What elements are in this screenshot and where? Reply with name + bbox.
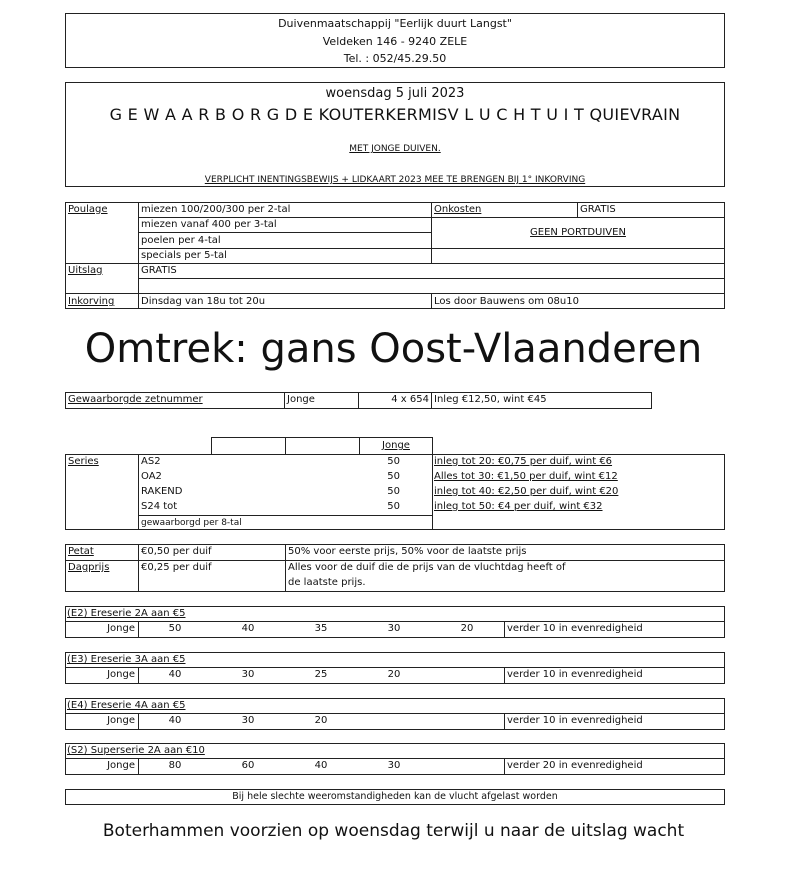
superserie-s2 [65, 743, 725, 775]
club-phone: Tel. : 052/45.29.50 [343, 52, 447, 65]
ereserie-rest: verder 10 in evenredigheid [507, 715, 643, 726]
ereserie-prize: 60 [241, 760, 255, 771]
poulage-label: Poulage [68, 204, 108, 215]
ereserie-category: Jonge [107, 715, 135, 726]
club-address: Veldeken 146 - 9240 ZELE [322, 35, 468, 48]
ereserie-prize: 40 [314, 760, 328, 771]
onkosten-value: GRATIS [580, 204, 616, 215]
ereserie-prize: 25 [314, 669, 328, 680]
dagprijs-label: Dagprijs [68, 562, 110, 573]
dagprijs-desc: de laatste prijs. [288, 577, 366, 588]
series-inleg: inleg tot 20: €0,75 per duif, wint €6 [434, 456, 613, 467]
poulage-item: poelen per 4-tal [141, 235, 221, 246]
inkorving-label: Inkorving [68, 296, 115, 307]
race-announcement-box [65, 82, 725, 187]
series-inleg: inleg tot 40: €2,50 per duif, wint €20 [434, 486, 619, 497]
series-name: AS2 [141, 456, 161, 467]
geen-portduiven: GEEN PORTDUIVEN [530, 227, 626, 238]
ereserie-e4 [65, 698, 725, 730]
ereserie-prize: 30 [241, 669, 255, 680]
petat-desc: 50% voor eerste prijs, 50% voor de laatste prijs [288, 546, 527, 557]
los-value: Los door Bauwens om 08u10 [434, 296, 579, 307]
ereserie-prize: 40 [241, 623, 255, 634]
omtrek-heading: Omtrek: gans Oost-Vlaanderen [84, 326, 703, 372]
ereserie-title: (S2) Superserie 2A aan €10 [67, 745, 205, 756]
ereserie-rest: verder 10 in evenredigheid [507, 669, 643, 680]
ereserie-prize: 30 [387, 623, 401, 634]
ereserie-prize: 40 [168, 715, 182, 726]
ereserie-category: Jonge [107, 669, 135, 680]
ereserie-e3 [65, 652, 725, 684]
poulage-item: miezen vanaf 400 per 3-tal [141, 219, 277, 230]
ereserie-prize: 30 [241, 715, 255, 726]
ereserie-title: (E3) Ereserie 3A aan €5 [67, 654, 186, 665]
series-inleg: inleg tot 50: €4 per duif, wint €32 [434, 501, 603, 512]
poulage-item: specials per 5-tal [141, 250, 227, 261]
zetnummer-category: Jonge [287, 394, 315, 405]
series-name: RAKEND [141, 486, 183, 497]
petat-dagprijs-table [65, 544, 725, 592]
race-notice: VERPLICHT INENTINGSBEWIJS + LIDKAART 2023 MEE TE BRENGEN BIJ 1° INKORVING [204, 175, 586, 185]
petat-label: Petat [68, 546, 94, 557]
ereserie-prize: 50 [168, 623, 182, 634]
weather-note-box [65, 789, 725, 805]
info-table [65, 202, 725, 309]
ereserie-prize: 80 [168, 760, 182, 771]
club-name: Duivenmaatschappij "Eerlijk duurt Langst" [278, 17, 512, 30]
ereserie-rest: verder 10 in evenredigheid [507, 623, 643, 634]
zetnummer-count: 4 x 654 [391, 394, 429, 405]
zetnummer-label: Gewaarborgde zetnummer [68, 394, 203, 405]
series-note: gewaarborgd per 8-tal [141, 518, 242, 528]
ereserie-category: Jonge [107, 623, 135, 634]
series-col-header: Jonge [382, 440, 410, 451]
race-subtitle: MET JONGE DUIVEN. [349, 144, 441, 154]
zetnummer-inleg: Inleg €12,50, wint €45 [434, 394, 547, 405]
footer-note: Boterhammen voorzien op woensdag terwijl u naar de uitslag wacht [102, 821, 685, 841]
ereserie-prize: 20 [460, 623, 474, 634]
ereserie-rest: verder 20 in evenredigheid [507, 760, 643, 771]
inkorving-value: Dinsdag van 18u tot 20u [141, 296, 266, 307]
race-title: G E W A A R B O R G D E KOUTERKERMISV L U C H T U I T QUIEVRAIN [109, 105, 681, 124]
series-name: S24 tot [141, 501, 178, 512]
petat-price: €0,50 per duif [141, 546, 212, 557]
series-label: Series [68, 456, 99, 467]
series-value: 50 [387, 501, 400, 512]
dagprijs-price: €0,25 per duif [141, 562, 212, 573]
ereserie-prize: 35 [314, 623, 328, 634]
weather-note: Bij hele slechte weeromstandigheden kan de vlucht afgelast worden [232, 791, 558, 802]
onkosten-label: Onkosten [434, 204, 482, 215]
series-value: 50 [387, 471, 400, 482]
series-inleg: Alles tot 30: €1,50 per duif, wint €12 [434, 471, 618, 482]
dagprijs-desc: Alles voor de duif die de prijs van de vluchtdag heeft of [288, 562, 566, 573]
race-date: woensdag 5 juli 2023 [325, 86, 465, 101]
series-header-row [211, 437, 433, 454]
ereserie-category: Jonge [107, 760, 135, 771]
ereserie-prize: 40 [168, 669, 182, 680]
ereserie-prize: 20 [314, 715, 328, 726]
ereserie-prize: 30 [387, 760, 401, 771]
series-name: OA2 [141, 471, 162, 482]
series-value: 50 [387, 486, 400, 497]
series-table [65, 454, 725, 530]
series-value: 50 [387, 456, 400, 467]
ereserie-prize: 20 [387, 669, 401, 680]
ereserie-title: (E4) Ereserie 4A aan €5 [67, 700, 186, 711]
ereserie-e2 [65, 606, 725, 638]
zetnummer-row [65, 392, 652, 409]
uitslag-value: GRATIS [141, 265, 177, 276]
poulage-item: miezen 100/200/300 per 2-tal [141, 204, 291, 215]
club-header-box [65, 13, 725, 68]
uitslag-label: Uitslag [68, 265, 103, 276]
ereserie-title: (E2) Ereserie 2A aan €5 [67, 608, 186, 619]
